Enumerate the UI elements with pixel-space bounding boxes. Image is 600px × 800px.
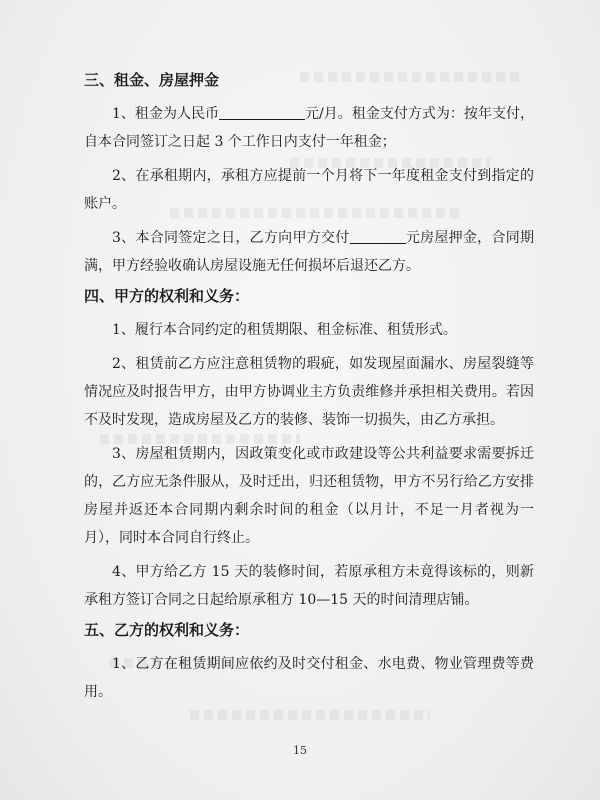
clause-deposit xyxy=(84,224,534,280)
clause-party-a-1: 1、履行本合同约定的租赁期限、租金标准、租赁形式。 xyxy=(112,322,457,338)
section-heading-rent-deposit: 三、租金、房屋押金 xyxy=(84,71,220,89)
clause-party-a-4: 4、甲方给乙方 15 天的装修时间，若原承租方未竟得该标的，则新承租方签订合同之日起给原承租方 10—15 天的时间清理店铺。 xyxy=(84,564,534,608)
page-number: 15 xyxy=(293,744,307,757)
clause-text: 元/月。租金支付方式为：按年支付，自本合同签订之日起 3 个工作日内支付一年租金； xyxy=(84,106,534,150)
clause-party-a-3: 3、房屋租赁期内，因政策变化或市政建设等公共利益要求需要拆迁的，乙方应无条件服从，及时迁出，归还租赁物，甲方不另行给乙方安排房屋并返还本合同期内剩余时间的租金（以月计，不足一月者视为一月），同时本合同自行终止。 xyxy=(84,446,534,546)
section-heading-party-a: 四、甲方的权利和义务： xyxy=(84,287,250,305)
clause-text: 元房屋押金，合同期满，甲方经验收确认房屋设施无任何损坏后退还乙方。 xyxy=(84,230,535,274)
clause-text: 1、租金为人民币 xyxy=(112,106,220,122)
rent-amount-blank xyxy=(219,103,305,120)
clause-party-b-1: 1、乙方在租赁期间应依约及时交付租金、水电费、物业管理费等费用。 xyxy=(84,656,534,700)
clause-text: 3、本合同签定之日，乙方向甲方交付 xyxy=(112,230,350,246)
clause-rent-advance: 2、在承租期内，承租方应提前一个月将下一年度租金支付到指定的账户。 xyxy=(84,168,534,212)
section-heading-party-b: 五、乙方的权利和义务： xyxy=(84,621,250,639)
clause-rent-amount xyxy=(84,100,534,156)
contract-body xyxy=(84,66,534,706)
deposit-amount-blank xyxy=(350,227,406,244)
clause-party-a-2: 2、租赁前乙方应注意租赁物的瑕疵，如发现屋面漏水、房屋裂缝等情况应及时报告甲方，由甲方协调业主方负责维修并承担相关费用。若因不及时发现，造成房屋及乙方的装修、装饰一切损失，由乙方承担。 xyxy=(84,356,534,428)
bleed-through-mark xyxy=(190,710,430,720)
